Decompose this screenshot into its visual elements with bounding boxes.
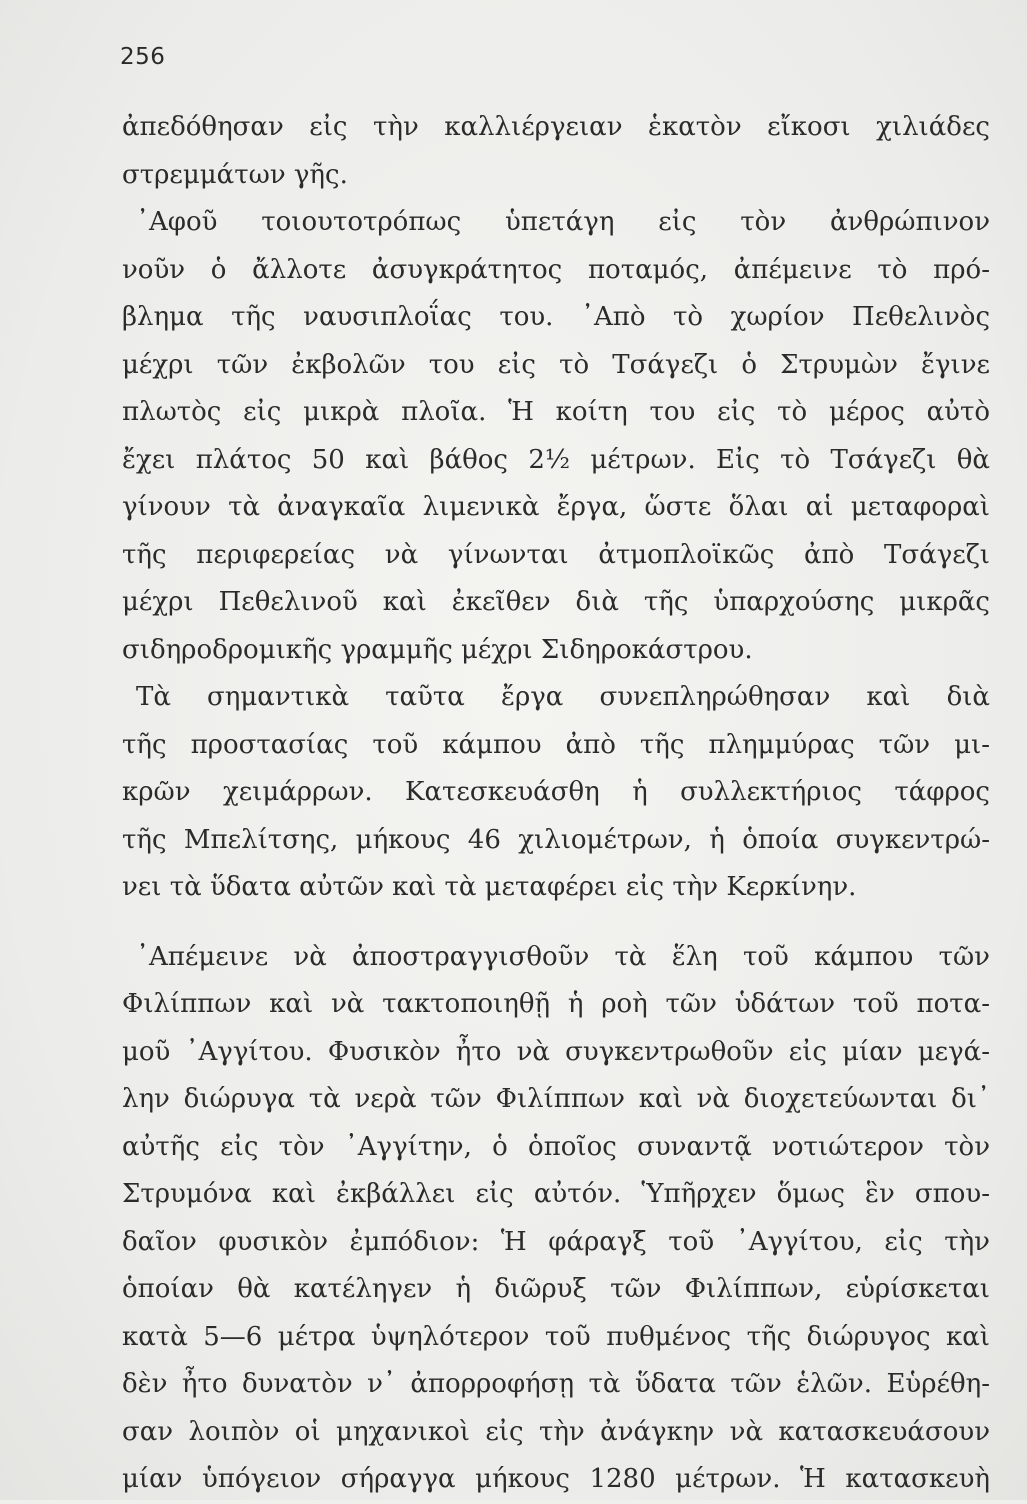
text-line: κρῶν χειμάρρων. Κατεσκευάσθη ἡ συλλεκτήριος τάφρος	[122, 777, 990, 807]
page-number: 256	[120, 44, 166, 70]
text-line: Στρυμόνα καὶ ἐκβάλλει εἰς αὐτόν. Ὑπῆρχεν ὅμως ἓν σπου-	[122, 1179, 990, 1209]
text-line: σαν λοιπὸν οἱ μηχανικοὶ εἰς τὴν ἀνάγκην νὰ κατασκευάσουν	[122, 1416, 990, 1447]
paragraph	[122, 934, 990, 1504]
text-line: μίαν ὑπόγειον σήραγγα μήκους 1280 μέτρων. Ἡ κατασκευὴ	[122, 1464, 990, 1494]
paragraph	[122, 674, 990, 912]
text-line: μέχρι Πεθελινοῦ καὶ ἐκεῖθεν διὰ τῆς ὑπαρχούσης μικρᾶς	[122, 587, 990, 617]
text-line: δὲν ἦτο δυνατὸν ν᾽ ἀπορροφήσῃ τὰ ὕδατα τῶν ἑλῶν. Εὑρέθη-	[122, 1369, 990, 1399]
text-line: τῆς προστασίας τοῦ κάμπου ἀπὸ τῆς πλημμύρας τῶν μι-	[122, 729, 990, 760]
text-line: ἀπεδόθησαν εἰς τὴν καλλιέργειαν ἑκατὸν εἴκοσι χιλιάδες	[122, 112, 990, 142]
text-line: κατὰ 5—6 μέτρα ὑψηλότερον τοῦ πυθμένος τῆς διώρυγος καὶ	[122, 1321, 990, 1352]
text-line: Τὰ σημαντικὰ ταῦτα ἔργα συνεπληρώθησαν καὶ διὰ	[136, 682, 990, 712]
text-line: στρεμμάτων γῆς.	[122, 159, 348, 190]
paragraph-gap	[122, 912, 990, 934]
text-line: λην διώρυγα τὰ νερὰ τῶν Φιλίππων καὶ νὰ διοχετεύωνται δι᾽	[122, 1084, 990, 1114]
text-line: ᾽Αφοῦ τοιουτοτρόπως ὑπετάγη εἰς τὸν ἀνθρώπινον	[136, 207, 990, 237]
text-line: σιδηροδρομικῆς γραμμῆς μέχρι Σιδηροκάστρου.	[122, 634, 753, 665]
text-line: νοῦν ὁ ἄλλοτε ἀσυγκράτητος ποταμός, ἀπέμεινε τὸ πρό-	[122, 254, 990, 285]
text-line: αὐτῆς εἰς τὸν ᾽Αγγίτην, ὁ ὁποῖος συναντᾷ νοτιώτερον τὸν	[122, 1131, 990, 1162]
body-text	[122, 104, 990, 1504]
text-line: βλημα τῆς ναυσιπλοΐας του. ᾽Απὸ τὸ χωρίον Πεθελινὸς	[122, 302, 990, 332]
paragraph	[122, 104, 990, 199]
text-line: δαῖον φυσικὸν ἐμπόδιον: Ἡ φάραγξ τοῦ ᾽Αγγίτου, εἰς τὴν	[122, 1226, 990, 1257]
text-line: ᾽Απέμεινε νὰ ἀποστραγγισθοῦν τὰ ἕλη τοῦ κάμπου τῶν	[136, 941, 990, 972]
text-line: νει τὰ ὕδατα αὐτῶν καὶ τὰ μεταφέρει εἰς τὴν Κερκίνην.	[122, 872, 857, 902]
text-line: ὁποίαν θὰ κατέληγεν ἡ διῶρυξ τῶν Φιλίππων, εὑρίσκεται	[122, 1274, 990, 1304]
paragraph	[122, 199, 990, 674]
text-line: Φιλίππων καὶ νὰ τακτοποιηθῇ ἡ ροὴ τῶν ὑδάτων τοῦ ποτα-	[122, 989, 990, 1019]
text-line: τῆς περιφερείας νὰ γίνωνται ἀτμοπλοϊκῶς ἀπὸ Τσάγεζι	[122, 539, 990, 570]
text-line: μοῦ ᾽Αγγίτου. Φυσικὸν ἦτο νὰ συγκεντρωθοῦν εἰς μίαν μεγά-	[122, 1036, 990, 1067]
text-line: ἔχει πλάτος 50 καὶ βάθος 2½ μέτρων. Εἰς τὸ Τσάγεζι θὰ	[122, 444, 990, 475]
text-line: μέχρι τῶν ἐκβολῶν του εἰς τὸ Τσάγεζι ὁ Στρυμὼν ἔγινε	[122, 349, 990, 380]
text-line: τῆς Μπελίτσης, μήκους 46 χιλιομέτρων, ἡ ὁποία συγκεντρώ-	[122, 824, 990, 855]
text-line: γίνουν τὰ ἀναγκαῖα λιμενικὰ ἔργα, ὥστε ὅλαι αἱ μεταφοραὶ	[122, 492, 990, 522]
text-line: πλωτὸς εἰς μικρὰ πλοῖα. Ἡ κοίτη του εἰς τὸ μέρος αὐτὸ	[122, 397, 990, 427]
